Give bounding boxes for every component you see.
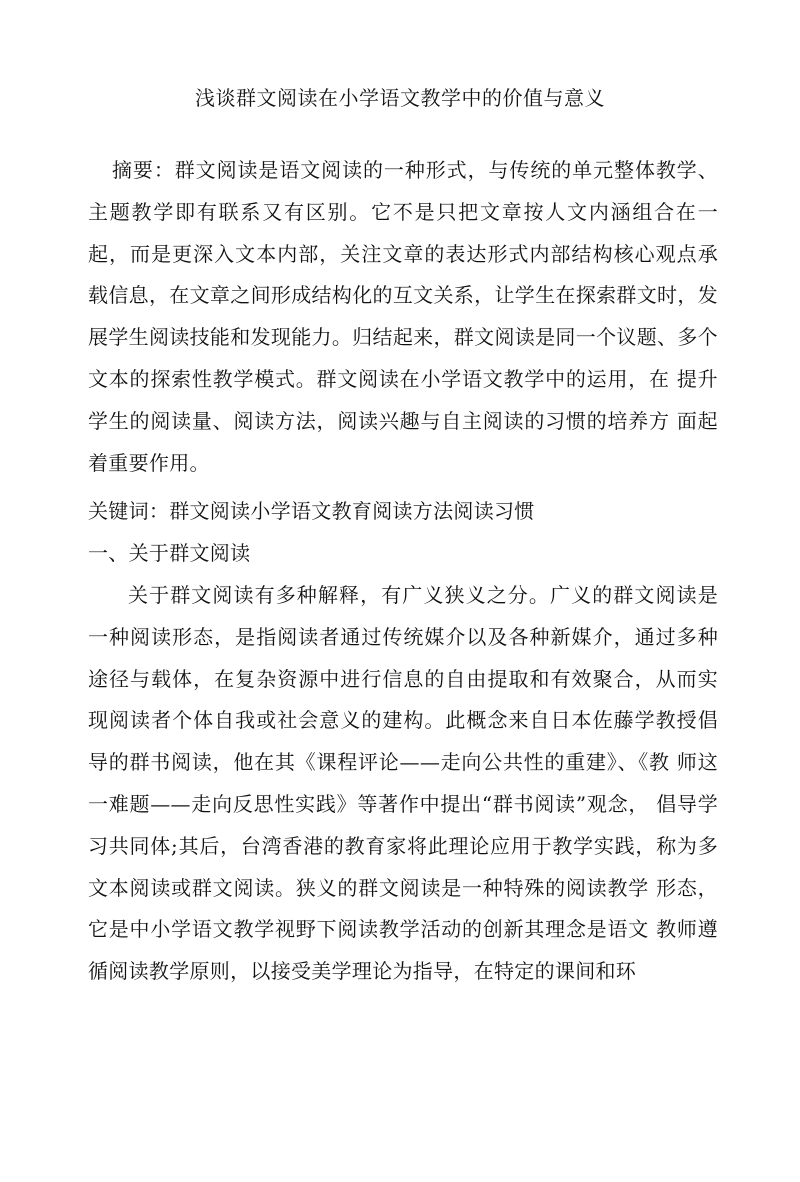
section-heading: 一、关于群文阅读 (88, 541, 251, 565)
body-paragraph: 关于群文阅读有多种解释，有广义狭义之分。广义的群文阅读是 一种阅读形态，是指阅读者通过传统媒介以及各种新媒介，通过多种 途径与载体，在复杂资源中进行信息的自由提取和有效聚合，从而实 现阅读者个体自我或社会意义的建构。此概念来自日本佐藤学教授倡 导的群书阅读，他在其《课程评论——走向公共性的重建》、《教 师这一难题——走向反思性实践》等著作中提出“群书阅读”观念， 倡导学习共同体;其后，台湾香港的教育家将此理论应用于教学实践，称为多文本阅读或群文阅读。狭义的群文阅读是一种特殊的阅读教学 形态，它是中小学语文教学视野下阅读教学活动的创新其理念是语文 教师遵循阅读教学原则，以接受美学理论为指导，在特定的课间和环 (88, 583, 718, 984)
document-title: 浅谈群文阅读在小学语文教学中的价值与意义 (195, 86, 605, 110)
keywords-line: 关键词：群文阅读小学语文教育阅读方法阅读习惯 (88, 499, 535, 523)
abstract-paragraph: 摘要：群文阅读是语文阅读的一种形式，与传统的单元整体教学、主题教学即有联系又有区别。它不是只把文章按人文内涵组合在一 起，而是更深入文本内部，关注文章的表达形式内部结构核心观点承 载信息，在文章之间形成结构化的互文关系，让学生在探索群文时，发展学生阅读技能和发现能力。归结起来，群文阅读是同一个议题、多个文本的探索性教学模式。群文阅读在小学语文教学中的运用，在 提升学生的阅读量、阅读方法，阅读兴趣与自主阅读的习惯的培养方 面起着重要作用。 (88, 158, 718, 475)
